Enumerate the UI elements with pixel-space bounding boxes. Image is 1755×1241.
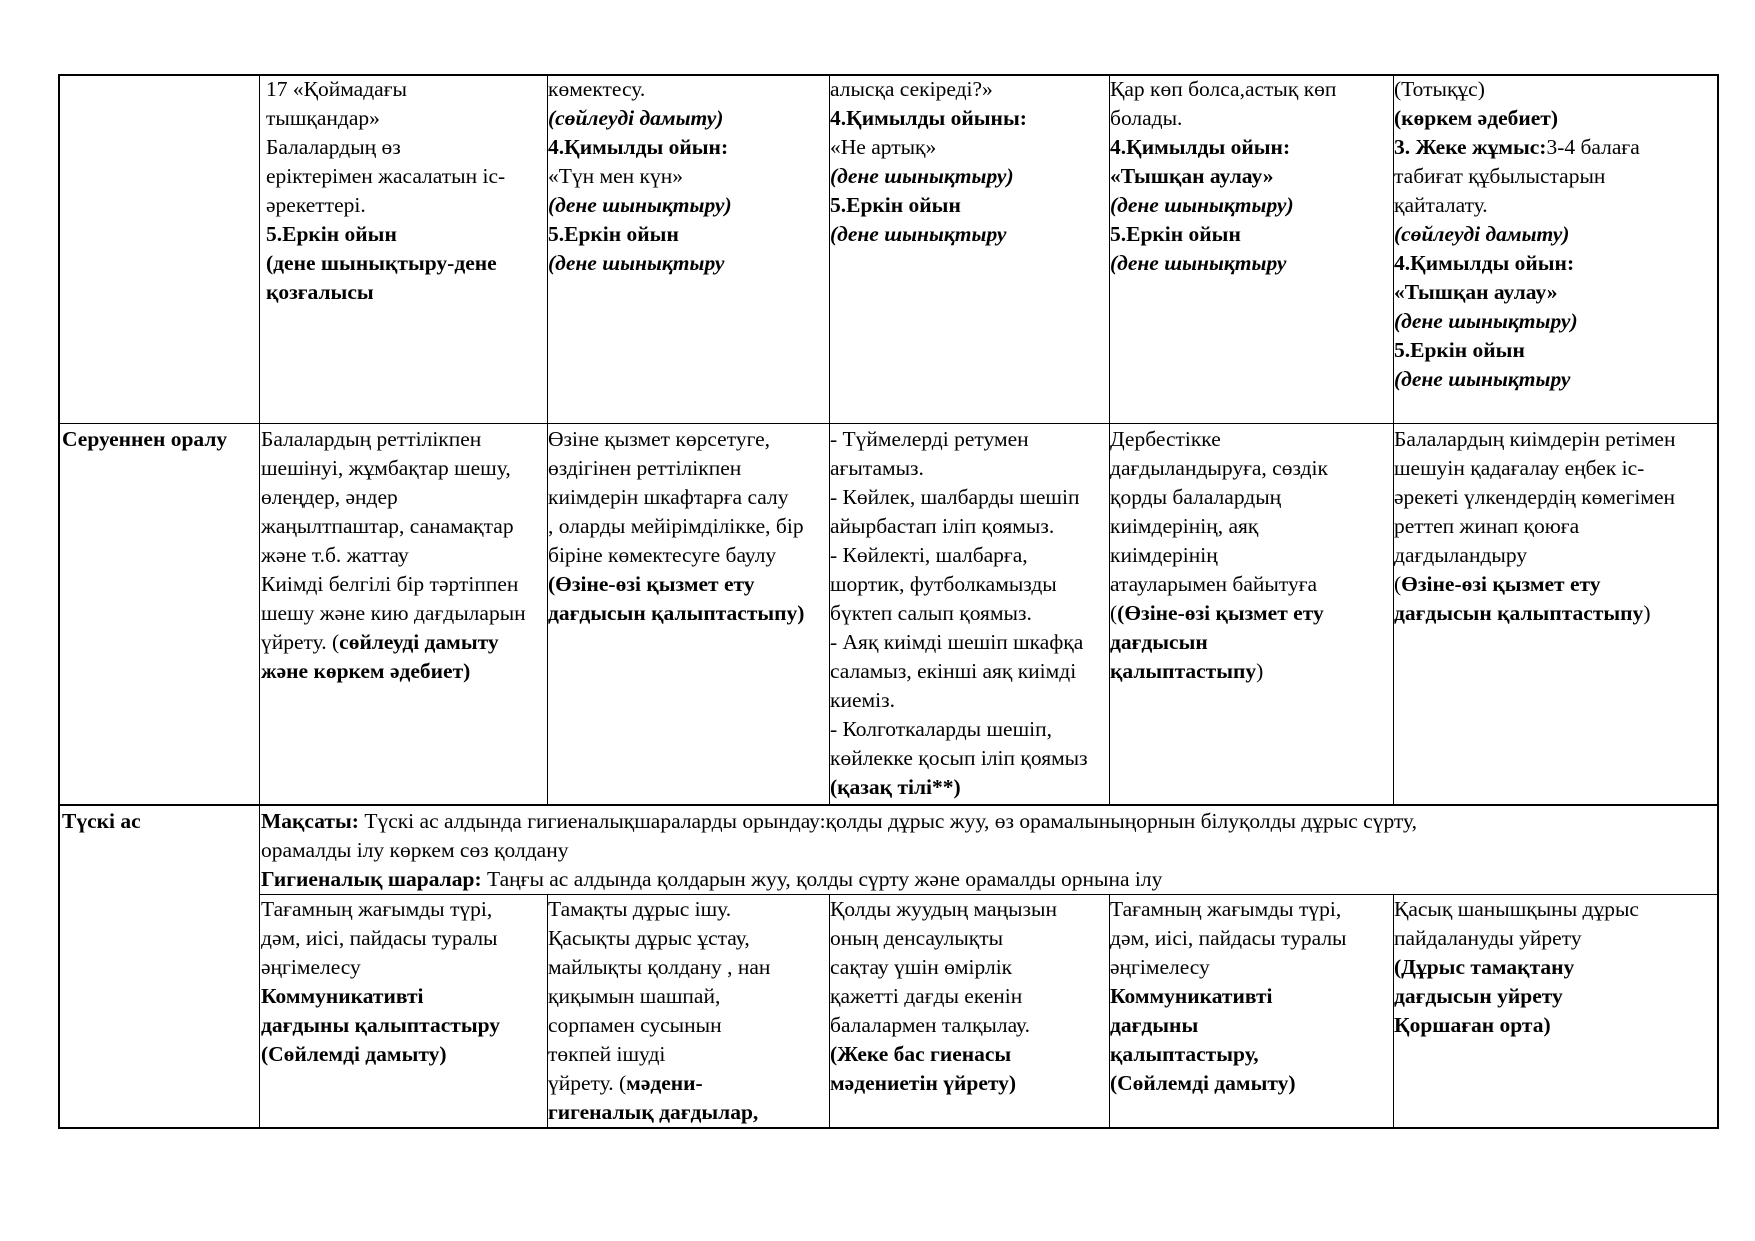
- cell-line: [1110, 1069, 1392, 1098]
- cell-line: [830, 483, 1108, 512]
- cell-line: [830, 715, 1108, 744]
- cell-line: [830, 104, 1108, 133]
- row2-thursday-cell: [1110, 425, 1392, 803]
- cell-line-rest: ): [1643, 601, 1651, 625]
- row3-friday-cell: [1394, 895, 1716, 1126]
- cell-line-text: қорды балалардың: [1110, 485, 1282, 509]
- cell-line-text: (көркем әдебиет): [1394, 106, 1559, 130]
- cell-line-text: (сөйлеуді дамыту): [548, 106, 724, 130]
- cell-line-bold-rest: сөйлеуді дамыту: [339, 630, 499, 654]
- cell-line: [1110, 249, 1392, 278]
- cell-line-text: дәм, иісі, пайдасы туралы: [1110, 926, 1347, 950]
- cell-line-text: дағдысын қалыптастыпу): [548, 601, 805, 625]
- row-divider-1: [58, 423, 1719, 424]
- cell-line: [1394, 75, 1716, 104]
- cell-line: [1394, 924, 1716, 953]
- cell-line: [548, 75, 828, 104]
- cell-line-text: еріктерімен жасалатын іс-: [266, 164, 506, 188]
- table-border-left: [58, 74, 60, 1129]
- cell-line-text: - Түймелерді ретумен: [830, 427, 1029, 451]
- cell-line: [266, 191, 546, 220]
- cell-line: [548, 1098, 828, 1126]
- cell-line: [830, 425, 1108, 454]
- cell-line: [1110, 512, 1392, 541]
- cell-line: [1110, 570, 1392, 599]
- cell-line: [266, 220, 546, 249]
- cell-line: [830, 570, 1108, 599]
- cell-line: (Өзіне-өзі қызмет ету: [1394, 572, 1601, 596]
- cell-line-text: болады.: [1110, 106, 1183, 130]
- cell-line: [548, 1011, 828, 1040]
- cell-line-text: киеміз.: [830, 688, 895, 712]
- cell-line: [1394, 895, 1716, 924]
- cell-line-text: 5.Еркін ойын: [1110, 222, 1241, 246]
- cell-line-text: дағдыны қалыптастыру: [261, 1013, 501, 1037]
- cell-line-text: киімдерінің: [1110, 543, 1218, 567]
- cell-line-text: атауларымен байытуға: [1110, 572, 1318, 596]
- cell-line-text: қажетті дағды екенін: [830, 984, 1023, 1008]
- row1-monday-cell: [266, 75, 546, 421]
- cell-line-text: (Тотықұс): [1394, 77, 1485, 101]
- cell-line: [830, 454, 1108, 483]
- cell-line: [261, 657, 546, 686]
- cell-line: [830, 541, 1108, 570]
- cell-line-text: (дене шынықтыру: [548, 251, 725, 275]
- row2-tuesday-cell: [548, 425, 828, 803]
- cell-line: [1394, 162, 1716, 191]
- column-divider-1: [259, 74, 260, 1129]
- cell-line: [1110, 75, 1392, 104]
- cell-line: [830, 773, 1108, 802]
- cell-line-text: «Не артық»: [830, 135, 937, 159]
- cell-line-text: сақтау үшін өмірлік: [830, 955, 1013, 979]
- cell-line-text: Қасық шанышқыны дұрыс: [1394, 897, 1639, 921]
- cell-line-text: әрекеті үлкендердің көмегімен: [1394, 485, 1676, 509]
- cell-line: [548, 220, 828, 249]
- row3-label-cell: Түскі ас: [62, 809, 141, 833]
- cell-line: [1110, 162, 1392, 191]
- cell-line: [548, 483, 828, 512]
- cell-line: [830, 1040, 1108, 1069]
- cell-line-text: жаңылтпаштар, санамақтар: [261, 514, 514, 538]
- cell-line-text: Өзіне-өзі қызмет ету: [1401, 572, 1601, 596]
- cell-line-text: Қолды жуудың маңызын: [830, 897, 1057, 921]
- cell-line-text: 4.Қимылды ойын:: [1394, 251, 1575, 275]
- cell-line-text: қалыптастыру,: [1110, 1042, 1259, 1066]
- cell-line: [266, 104, 546, 133]
- cell-line: [548, 162, 828, 191]
- cell-line: [830, 686, 1108, 715]
- cell-line: [261, 512, 546, 541]
- cell-line: [1394, 483, 1716, 512]
- cell-line-rest: 3-4 балаға: [1546, 135, 1640, 159]
- cell-line-text: шешу және кию дағдыларын: [261, 601, 526, 625]
- goal-line-2: орамалды ілу көркем сөз қолдану: [261, 838, 569, 862]
- cell-line: [1110, 483, 1392, 512]
- cell-line: [1110, 425, 1392, 454]
- row2-wednesday-cell: [830, 425, 1108, 803]
- cell-line: [261, 425, 546, 454]
- cell-line: [548, 249, 828, 278]
- cell-line: [1394, 133, 1716, 162]
- cell-line: [261, 953, 546, 982]
- cell-line: [830, 657, 1108, 686]
- cell-line: [261, 541, 546, 570]
- cell-line-rest: ): [1256, 659, 1264, 683]
- cell-line: [830, 895, 1108, 924]
- cell-line-text: Тамақты дұрыс ішу.: [548, 897, 732, 921]
- cell-line: [1110, 133, 1392, 162]
- cell-line-text: - Колготкаларды шешіп,: [830, 717, 1053, 741]
- cell-line-text: (Сөйлемді дамыту): [1110, 1071, 1296, 1095]
- cell-line: [830, 162, 1108, 191]
- cell-line-text: гигеналық дағдылар,: [548, 1100, 759, 1124]
- cell-line: [548, 1040, 828, 1069]
- cell-line: [830, 1011, 1108, 1040]
- cell-line: [830, 599, 1108, 628]
- cell-line-text: Қар көп болса,астық көп: [1110, 77, 1337, 101]
- cell-line: [1394, 104, 1716, 133]
- cell-line-text: «Тышқан аулау»: [1394, 280, 1558, 304]
- cell-line-text: , оларды мейірімділікке, бір: [548, 514, 804, 538]
- cell-line-text: 3. Жеке жұмыс:: [1394, 135, 1547, 159]
- cell-line-text: шешінуі, жұмбақтар шешу,: [261, 456, 511, 480]
- cell-line-text: 5.Еркін ойын: [266, 222, 397, 246]
- cell-line-text: 4.Қимылды ойыны:: [830, 106, 1027, 130]
- cell-line: [1110, 982, 1392, 1011]
- cell-line: [548, 512, 828, 541]
- schedule-table: [58, 74, 1719, 1130]
- cell-line-text: қозғалысы: [266, 280, 374, 304]
- cell-line-text: әңгімелесу: [1110, 955, 1210, 979]
- row2-monday-cell: [261, 425, 546, 803]
- cell-line: [1394, 425, 1716, 454]
- cell-line-text: 4.Қимылды ойын:: [548, 135, 729, 159]
- cell-line: [1394, 249, 1716, 278]
- cell-line-text: үйрету. (: [548, 1071, 627, 1095]
- row3-goal-cell: [261, 807, 1716, 893]
- cell-line-text: көмектесу.: [548, 77, 646, 101]
- cell-line-text: Коммуникативті: [261, 984, 424, 1008]
- cell-line: [1394, 953, 1716, 982]
- cell-line: [1394, 454, 1716, 483]
- cell-line: [1394, 541, 1716, 570]
- cell-line: [1394, 220, 1716, 249]
- cell-line-text: майлықты қолдану , нан: [548, 955, 771, 979]
- cell-line: [830, 982, 1108, 1011]
- cell-line-text: әрекеттері.: [266, 193, 366, 217]
- row1-thursday-cell: [1110, 75, 1392, 421]
- cell-line: [261, 483, 546, 512]
- cell-line-text: (дене шынықтыру: [1394, 367, 1571, 391]
- cell-line: [1110, 220, 1392, 249]
- cell-line-text: (дене шынықтыру): [830, 164, 1014, 188]
- cell-line-text: - Көйлек, шалбарды шешіп: [830, 485, 1080, 509]
- cell-line: [548, 599, 828, 628]
- row3-wednesday-cell: [830, 895, 1108, 1126]
- row3-thursday-cell: [1110, 895, 1392, 1126]
- cell-line-text: қайталату.: [1394, 193, 1488, 217]
- cell-line-text: 4.Қимылды ойын:: [1110, 135, 1291, 159]
- cell-line-text: реттеп жинап қоюға: [1394, 514, 1580, 538]
- cell-line: [830, 75, 1108, 104]
- row1-label-cell: [62, 75, 257, 421]
- cell-line-text: Балалардың өз: [266, 135, 401, 159]
- cell-line-text: мәдениетін үйрету): [830, 1071, 1017, 1095]
- cell-line-text: Дербестікке: [1110, 427, 1221, 451]
- goal-line-1: [261, 807, 1716, 836]
- cell-line: [1394, 512, 1716, 541]
- table-border-bottom: [58, 1127, 1719, 1129]
- cell-line: [548, 133, 828, 162]
- cell-line-text: киімдерінің, аяқ: [1110, 514, 1259, 538]
- cell-line-text: (Жеке бас гиенасы: [830, 1042, 1012, 1066]
- hygiene-label: Гигиеналық шаралар:: [261, 867, 482, 891]
- cell-line: [266, 162, 546, 191]
- cell-line: [548, 570, 828, 599]
- cell-line: [261, 570, 546, 599]
- cell-line: [548, 924, 828, 953]
- row-divider-2: [58, 804, 1719, 806]
- cell-line-text: (Өзіне-өзі қызмет ету: [1117, 601, 1324, 625]
- cell-line: ((Өзіне-өзі қызмет ету: [1110, 601, 1324, 625]
- cell-line: [1110, 191, 1392, 220]
- cell-line-text: көйлекке қосып іліп қоямыз: [830, 746, 1088, 770]
- cell-line-text: Өзіне қызмет көрсетуге,: [548, 427, 771, 451]
- cell-line-text: (қазақ тілі**): [830, 775, 961, 799]
- cell-line-text: Балалардың киімдерін ретімен: [1394, 427, 1676, 451]
- cell-line: [266, 249, 546, 278]
- cell-line-text: дағдыландыруға, сөздік: [1110, 456, 1328, 480]
- goal-text-1: Түскі ас алдында гигиеналықшараларды орындау:қолды дұрыс жуу, өз орамалыныңорнын білуқолды дұрыс сүрту,: [358, 809, 1418, 833]
- cell-line: [266, 75, 546, 104]
- cell-line-text: әңгімелесу: [261, 955, 361, 979]
- cell-line: [1394, 307, 1716, 336]
- row3-monday-cell: [261, 895, 546, 1126]
- cell-line-text: - Көйлекті, шалбарға,: [830, 543, 1028, 567]
- cell-line: [261, 895, 546, 924]
- cell-line: [830, 512, 1108, 541]
- row2-friday-cell: [1394, 425, 1716, 803]
- cell-line: [1394, 1011, 1716, 1040]
- cell-line: [830, 744, 1108, 773]
- cell-line: [261, 982, 546, 1011]
- cell-line: [548, 541, 828, 570]
- cell-line-text: шешуін қадағалау еңбек іс-: [1394, 456, 1645, 480]
- cell-line: [1110, 541, 1392, 570]
- row1-wednesday-cell: [830, 75, 1108, 421]
- goal-label: Мақсаты:: [261, 809, 359, 833]
- cell-line: [1110, 657, 1392, 686]
- cell-line-text: (дене шынықтыру): [1394, 309, 1578, 333]
- cell-line-text: Тағамның жағымды түрі,: [1110, 897, 1342, 921]
- cell-line-text: (Өзіне-өзі қызмет ету: [548, 572, 755, 596]
- cell-line: [1394, 278, 1716, 307]
- cell-line: [1110, 104, 1392, 133]
- cell-line-text: (дене шынықтыру): [1110, 193, 1294, 217]
- cell-line-text: (Дұрыс тамақтану: [1394, 955, 1575, 979]
- cell-line-text: (сөйлеуді дамыту): [1394, 222, 1570, 246]
- cell-line: [548, 1069, 828, 1098]
- cell-line-text: (дене шынықтыру-дене: [266, 251, 497, 275]
- cell-line-text: саламыз, екінші аяқ киімді: [830, 659, 1077, 683]
- cell-line-text: Коммуникативті: [1110, 984, 1273, 1008]
- cell-line: [1394, 191, 1716, 220]
- cell-line: [1394, 336, 1716, 365]
- cell-line-text: оның денсаулықты: [830, 926, 1004, 950]
- row3-tuesday-cell: [548, 895, 828, 1126]
- cell-line: [261, 454, 546, 483]
- row2-label-cell: Серуеннен оралу: [62, 427, 228, 451]
- cell-line: [1110, 1040, 1392, 1069]
- cell-line-text: дағдысын уйрету: [1394, 984, 1563, 1008]
- cell-line: [548, 104, 828, 133]
- cell-line-text: дағдыны: [1110, 1013, 1199, 1037]
- cell-line-text: Тағамның жағымды түрі,: [261, 897, 493, 921]
- hygiene-text: Таңғы ас алдында қолдарын жуу, қолды сүрту және орамалды орнына ілу: [481, 867, 1163, 891]
- cell-line: [261, 1011, 546, 1040]
- cell-line-text: (дене шынықтыру): [548, 193, 732, 217]
- cell-line: [261, 599, 546, 628]
- cell-line: [830, 1069, 1108, 1098]
- row1-tuesday-cell: [548, 75, 828, 421]
- row1-friday-cell: [1394, 75, 1716, 421]
- cell-line: [1110, 628, 1392, 657]
- cell-line: [830, 191, 1108, 220]
- cell-line: [266, 278, 546, 307]
- table-border-right: [1717, 74, 1719, 1129]
- cell-line-text: «Түн мен күн»: [548, 164, 683, 188]
- cell-line-text: Балалардың реттілікпен: [261, 427, 482, 451]
- cell-line: [830, 133, 1108, 162]
- cell-line-text: (Сөйлемді дамыту): [261, 1042, 447, 1066]
- cell-line: [548, 953, 828, 982]
- cell-line: [1394, 599, 1716, 628]
- cell-line: [261, 628, 546, 657]
- cell-line-text: және көркем әдебиет): [261, 659, 471, 683]
- cell-line: [1110, 924, 1392, 953]
- cell-line-text: балалармен талқылау.: [830, 1013, 1031, 1037]
- cell-line-text: 5.Еркін ойын: [830, 193, 961, 217]
- cell-line-text: алысқа секіреді?»: [830, 77, 993, 101]
- cell-line-text: дәм, иісі, пайдасы туралы: [261, 926, 498, 950]
- cell-line: [1394, 982, 1716, 1011]
- cell-line-text: 5.Еркін ойын: [1394, 338, 1525, 362]
- cell-line-text: ағытамыз.: [830, 456, 924, 480]
- hygiene-line: [261, 865, 1716, 893]
- cell-line: [548, 895, 828, 924]
- cell-line-text: өлеңдер, әндер: [261, 485, 398, 509]
- cell-line-text: өздігінен реттілікпен: [548, 456, 742, 480]
- cell-line: [1110, 953, 1392, 982]
- cell-line-text: бүктеп салып қоямыз.: [830, 601, 1032, 625]
- cell-line: [548, 425, 828, 454]
- cell-line-text: қиқымын шашпай,: [548, 984, 721, 1008]
- cell-line-text: айырбастап іліп қоямыз.: [830, 514, 1055, 538]
- cell-line: [830, 628, 1108, 657]
- cell-line: [830, 220, 1108, 249]
- cell-line: [548, 454, 828, 483]
- cell-line-text: Киімді белгілі бір тәртіппен: [261, 572, 519, 596]
- cell-line-text: пайдалануды уйрету: [1394, 926, 1582, 950]
- cell-line-text: дағдысын қалыптастыпу: [1394, 601, 1644, 625]
- cell-line-text: төкпей ішуді: [548, 1042, 666, 1066]
- cell-line: [548, 982, 828, 1011]
- cell-line-text: 17 «Қоймадағы: [266, 77, 407, 101]
- cell-line-text: дағдысын: [1110, 630, 1208, 654]
- cell-line: [261, 1040, 546, 1069]
- cell-line: [830, 953, 1108, 982]
- cell-line-text: қалыптастыпу: [1110, 659, 1257, 683]
- cell-line: [1394, 365, 1716, 394]
- cell-line-text: сорпамен сусынын: [548, 1013, 722, 1037]
- cell-line-text: табиғат құбылыстарын: [1394, 164, 1606, 188]
- cell-line-text: Қасықты дұрыс ұстау,: [548, 926, 750, 950]
- cell-line-bold-rest: мәдени-: [626, 1071, 703, 1095]
- cell-line: [261, 924, 546, 953]
- cell-line: [1110, 1011, 1392, 1040]
- cell-line-text: дағдыландыру: [1394, 543, 1528, 567]
- cell-line-text: (дене шынықтыру: [1110, 251, 1287, 275]
- cell-line-text: киімдерін шкафтарға салу: [548, 485, 789, 509]
- cell-line-text: - Аяқ киімді шешіп шкафқа: [830, 630, 1084, 654]
- cell-line-text: үйрету. (: [261, 630, 340, 654]
- cell-line-text: шортик, футболкамызды: [830, 572, 1057, 596]
- cell-line: [548, 191, 828, 220]
- cell-line-text: және т.б. жаттау: [261, 543, 409, 567]
- cell-line-text: 5.Еркін ойын: [548, 222, 679, 246]
- cell-line-text: тышқандар»: [266, 106, 380, 130]
- cell-line-text: Қоршаған орта): [1394, 1013, 1551, 1037]
- cell-line-text: (дене шынықтыру: [830, 222, 1007, 246]
- cell-line: [830, 924, 1108, 953]
- cell-line-text: біріне көмектесуге баулу: [548, 543, 777, 567]
- cell-line: [1110, 454, 1392, 483]
- cell-line: [1110, 895, 1392, 924]
- cell-line-text: «Тышқан аулау»: [1110, 164, 1274, 188]
- cell-line: [266, 133, 546, 162]
